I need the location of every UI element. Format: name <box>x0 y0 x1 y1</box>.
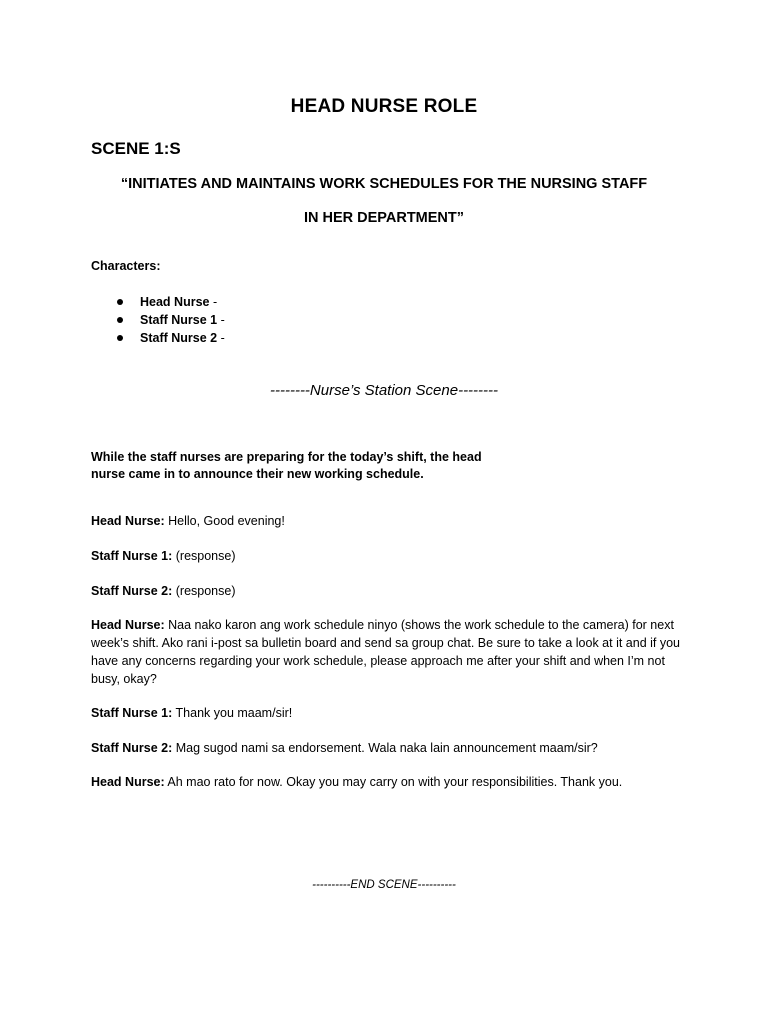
dialogue-text: Ah mao rato for now. Okay you may carry on with your responsibilities. Thank you. <box>164 775 623 789</box>
speaker: Staff Nurse 1: <box>91 549 173 563</box>
dialogue-text: Mag sugod nami sa endorsement. Wala naka lain announcement maam/sir? <box>172 741 598 755</box>
bullet-icon <box>117 299 123 305</box>
character-suffix: - <box>217 331 225 345</box>
document-title: HEAD NURSE ROLE <box>290 96 478 117</box>
scene-intro: While the staff nurses are preparing for the today’s shift, the head nurse came in to announce their new working schedule. <box>91 450 482 481</box>
character-name: Head Nurse <box>140 295 210 309</box>
speaker: Head Nurse: <box>91 618 165 632</box>
scene-heading: SCENE 1:S <box>91 139 181 158</box>
dialogue-line <box>91 773 691 791</box>
dialogue-text: (response) <box>172 549 236 563</box>
speaker: Head Nurse: <box>91 775 165 789</box>
dialogue-text: Hello, Good evening! <box>164 514 285 528</box>
characters-list <box>91 293 225 347</box>
speaker: Head Nurse: <box>91 514 165 528</box>
character-name: Staff Nurse 2 <box>140 331 218 345</box>
dialogue-text: (response) <box>172 584 236 598</box>
speaker: Staff Nurse 1: <box>91 706 173 720</box>
scene-subtitle-line2: IN HER DEPARTMENT” <box>303 210 465 226</box>
speaker: Staff Nurse 2: <box>91 741 173 755</box>
dialogue-line <box>91 512 691 530</box>
character-item <box>91 329 225 347</box>
dialogue-line <box>91 616 685 688</box>
dialogue-line <box>91 739 691 757</box>
bullet-icon <box>117 335 123 341</box>
characters-label: Characters: <box>91 259 161 273</box>
dialogue-text: Naa nako karon ang work schedule ninyo (shows the work schedule to the camera) for next week’s shift. Ako rani i-post sa bulletin board and send sa group chat. Be sure to take a look at it and if you have any concerns regarding your work schedule, please approach me after your shift and when I’m not busy, okay? <box>91 618 681 686</box>
dialogue-line <box>91 547 691 565</box>
character-suffix: - <box>209 295 218 309</box>
character-item <box>91 293 225 311</box>
dialogue-text: Thank you maam/sir! <box>172 706 293 720</box>
scene-subtitle-line1: “INITIATES AND MAINTAINS WORK SCHEDULES FOR THE NURSING STAFF <box>120 176 648 192</box>
dialogue-line <box>91 704 691 722</box>
character-name: Staff Nurse 1 <box>140 313 218 327</box>
character-suffix: - <box>217 313 225 327</box>
end-scene-marker: ----------END SCENE---------- <box>312 879 456 891</box>
bullet-icon <box>117 317 123 323</box>
character-item <box>91 311 225 329</box>
station-scene-heading: --------Nurse’s Station Scene-------- <box>269 382 499 399</box>
dialogue-line <box>91 582 691 600</box>
speaker: Staff Nurse 2: <box>91 584 173 598</box>
